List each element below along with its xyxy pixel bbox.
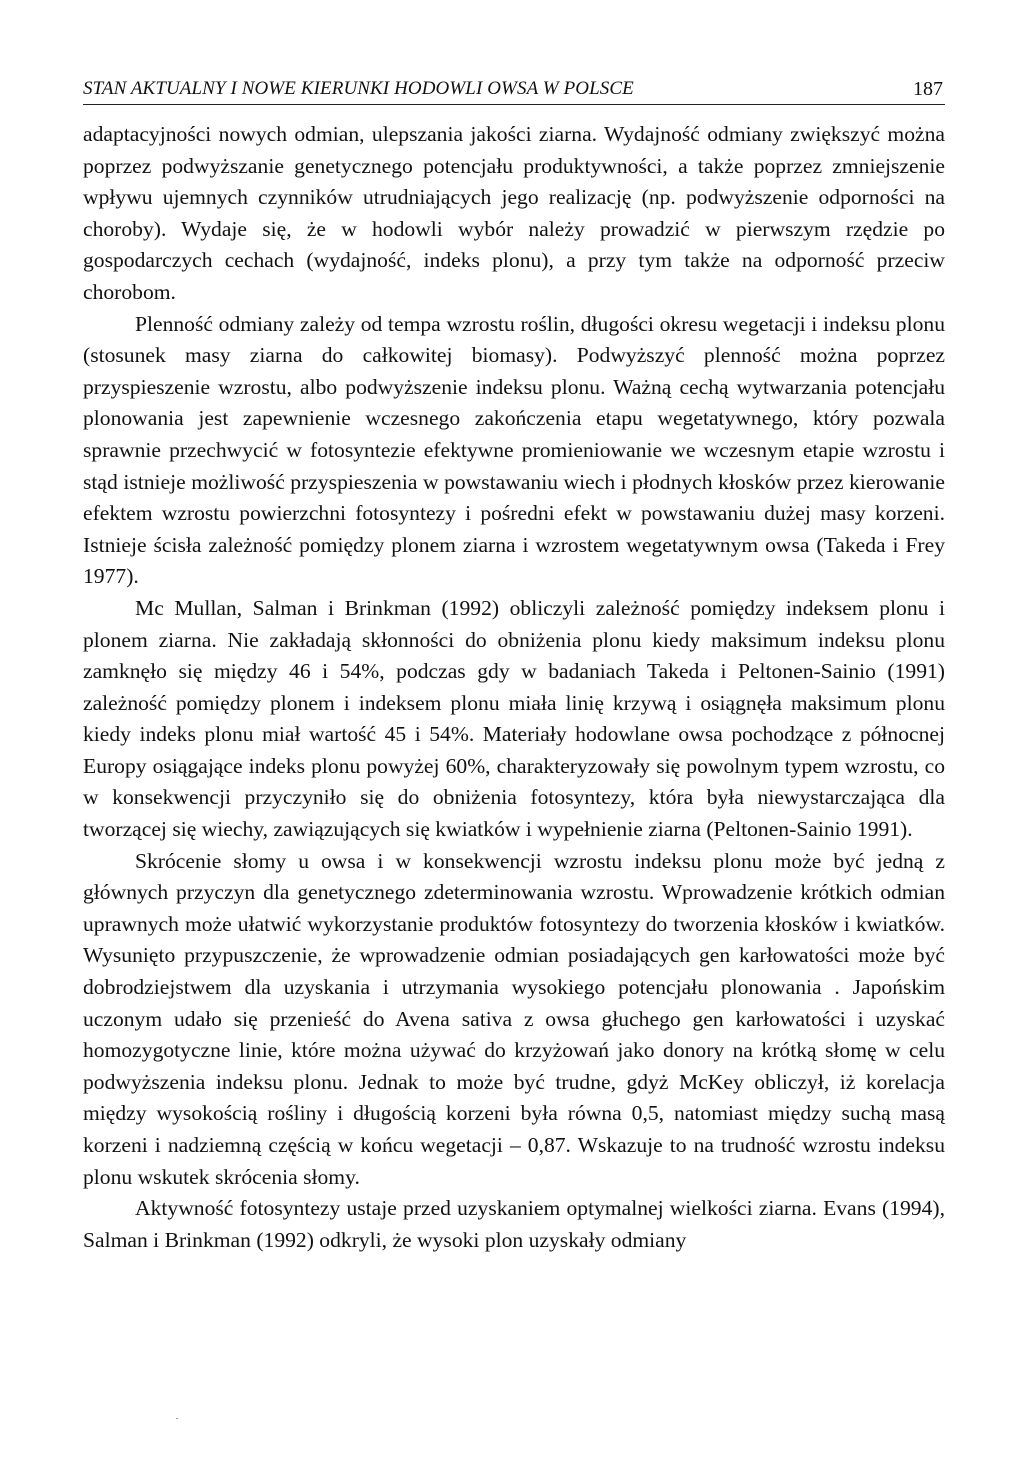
- scan-speck: [176, 1418, 178, 1419]
- page-number: 187: [913, 78, 943, 100]
- paragraph-1: adaptacyjności nowych odmian, ulepszania jakości ziarna. Wydajność odmiany zwiększyć można poprzez podwyższanie genetycznego potencjału produktywności, a także poprzez zmniejszenie wpływu ujemnych czynników utrudniających jego realizację (np. podwyższenie odporności na choroby). Wydaje się, że w hodowli wybór należy prowadzić w pierwszym rzędzie po gospodarczych cechach (wydajność, indeks plonu), a przy tym także na odporność przeciw chorobom.: [83, 122, 945, 304]
- paragraph-2: Plenność odmiany zależy od tempa wzrostu roślin, długości okresu wegetacji i indeksu plonu (stosunek masy ziarna do całkowitej biomasy). Podwyższyć plenność można poprzez przyspieszenie wzrostu, albo podwyższenie indeksu plonu. Ważną cechą wytwarzania potencjału plonowania jest zapewnienie wczesnego zakończenia etapu wegetatywnego, który pozwala sprawnie przechwycić w fotosyntezie efektywne promieniowanie we wczesnym etapie wzrostu i stąd istnieje możliwość przyspieszenia w powstawaniu wiech i płodnych kłosków przez kierowanie efektem wzrostu powierzchni fotosyntezy i pośredni efekt w powstawaniu dużej masy korzeni. Istnieje ścisła zależność pomiędzy plonem ziarna i wzrostem wegetatywnym owsa (Takeda i Frey 1977).: [83, 311, 945, 589]
- paragraph-3: Mc Mullan, Salman i Brinkman (1992) obliczyli zależność pomiędzy indeksem plonu i plonem ziarna. Nie zakładają skłonności do obniżenia plonu kiedy maksimum indeksu plonu zamknęło się między 46 i 54%, podczas gdy w badaniach Takeda i Peltonen-Sainio (1991) zależność pomiędzy plonem i indeksem plonu miała linię krzywą i osiągnęła maksimum plonu kiedy indeks plonu miał wartość 45 i 54%. Materiały hodowlane owsa pochodzące z północnej Europy osiągające indeks plonu powyżej 60%, charakteryzowały się powolnym typem wzrostu, co w konsekwencji przyczyniło się do obniżenia fotosyntezy, która była niewystarczająca dla tworzącej się wiechy, zawiązujących się kwiatków i wypełnienie ziarna (Peltonen-Sainio 1991).: [83, 595, 945, 842]
- document-page: [83, 78, 945, 1256]
- paragraph-5: Aktywność fotosyntezy ustaje przed uzyskaniem optymalnej wielkości ziarna. Evans (1994), Salman i Brinkman (1992) odkryli, że wysoki plon uzyskały odmiany: [83, 1196, 945, 1252]
- body-text: [83, 119, 945, 1256]
- running-header: [83, 78, 945, 105]
- running-title: STAN AKTUALNY I NOWE KIERUNKI HODOWLI OWSA W POLSCE: [83, 78, 634, 99]
- paragraph-4: Skrócenie słomy u owsa i w konsekwencji wzrostu indeksu plonu może być jedną z głównych przyczyn dla genetycznego zdeterminowania wzrostu. Wprowadzenie krótkich odmian uprawnych może ułatwić wykorzystanie produktów fotosyntezy do tworzenia kłosków i kwiatków. Wysunięto przypuszczenie, że wprowadzenie odmian posiadających gen karłowatości może być dobrodziejstwem dla uzyskania i utrzymania wysokiego potencjału plonowania . Japońskim uczonym udało się przenieść do Avena sativa z owsa głuchego gen karłowatości i uzyskać homozygotyczne linie, które można używać do krzyżowań jako donory na krótką słomę w celu podwyższenia indeksu plonu. Jednak to może być trudne, gdyż McKey obliczył, iż korelacja między wysokością rośliny i długością korzeni była równa 0,5, natomiast między suchą masą korzeni i nadziemną częścią w końcu wegetacji – 0,87. Wskazuje to na trudność wzrostu indeksu plonu wskutek skrócenia słomy.: [83, 848, 945, 1189]
